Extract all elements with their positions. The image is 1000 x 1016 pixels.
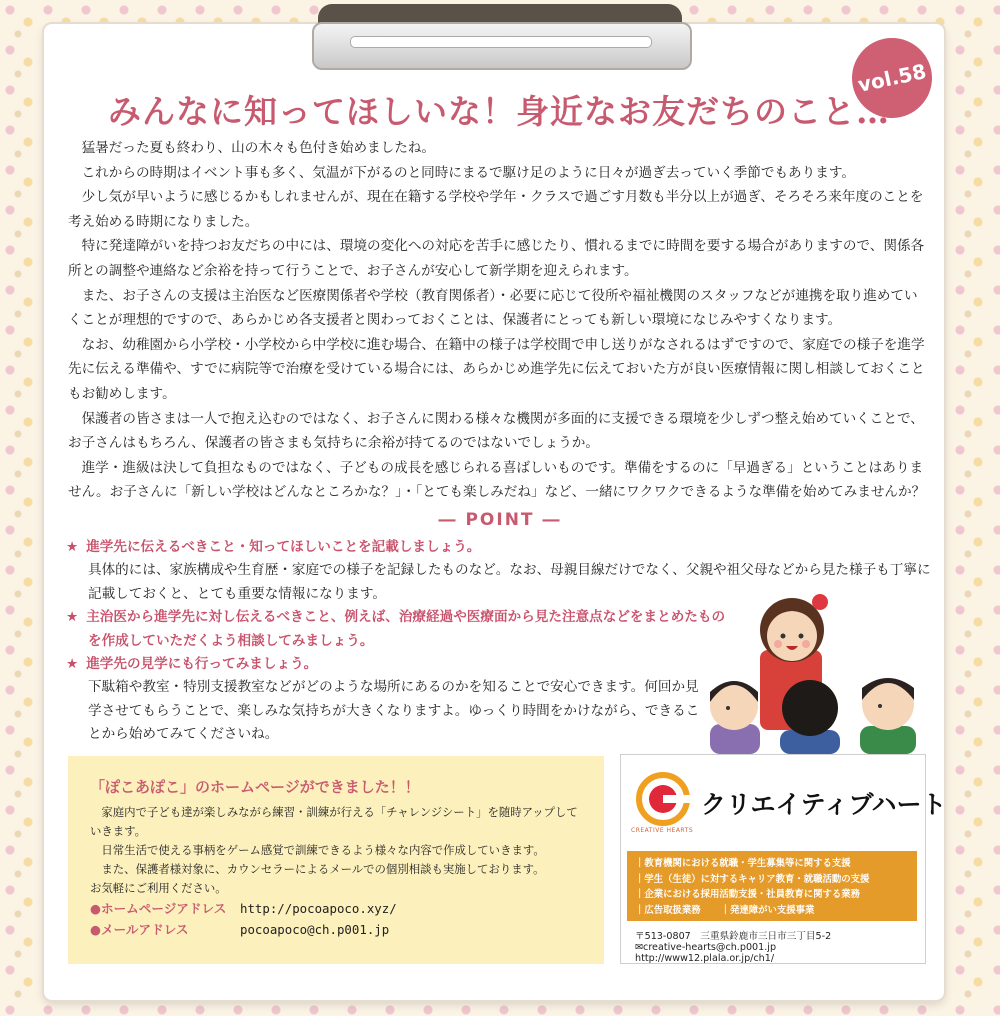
paragraph: 保護者の皆さまは一人で抱え込むのではなく、お子さんに関わる様々な機関が多面的に支援できる環境を少しずつ整え始めていくことで、お子さんはもちろん、保護者の皆さまも気持ちに余裕が持てるのではないでしょうか。 xyxy=(68,410,924,452)
point-item-title: ★ 主治医から進学先に対し伝えるべきこと、例えば、治療経過や医療面から見た注意点などをまとめたものを作成していただくよう相談してみましょう。 xyxy=(66,609,726,649)
company-name: クリエイティブハート xyxy=(701,790,947,819)
homepage-url-label: ●ホームページアドレス xyxy=(90,901,227,916)
children-illustration xyxy=(700,584,930,754)
page-title: みんなに知ってほしいな！身近なお友だちのこと… xyxy=(108,92,890,131)
article-body xyxy=(68,136,928,505)
paragraph: なお、幼稚園から小学校・小学校から中学校に進む場合、在籍中の様子は学校間で申し送りがなされるはずですので、家庭での様子を進学先に伝える準備や、すでに病院等で治療を受けている場合には、あらかじめ進学先に伝えておいた方が良い医療情報に関し相談しておくこともお勧めします。 xyxy=(68,336,925,402)
point-item-desc: 下駄箱や教室・特別支援教室などがどのような場所にあるのかを知ることで安心できます。何回か見学させてもらうことで、楽しみな気持ちが大きくなりますよ。ゆっくり時間をかけながら、できることから始めてみてくださいね。 xyxy=(88,679,700,743)
service-item-row xyxy=(635,903,909,919)
homepage-mail-link[interactable]: pocoapoco@ch.p001.jp xyxy=(240,922,390,937)
company-services xyxy=(627,851,917,921)
service-item: ｜企業における採用活動支援・社員教育に関する業務 xyxy=(635,889,861,900)
star-icon: ★ xyxy=(66,656,79,673)
point-item-title: ★ 進学先に伝えるべきこと・知ってほしいことを記載しましょう。 xyxy=(66,539,481,555)
paragraph: これからの時期はイベント事も多く、気温が下がるのと同時にまるで駆け足のように日々が過ぎ去っていく季節でもあります。 xyxy=(81,164,855,181)
homepage-text: 日常生活で使える事柄をゲーム感覚で訓練できるよう様々な内容で作成していきます。 xyxy=(101,843,545,857)
homepage-url-link[interactable]: http://pocoapoco.xyz/ xyxy=(240,901,397,916)
homepage-text: お気軽にご利用ください。 xyxy=(90,881,227,895)
homepage-url-row xyxy=(90,898,584,919)
service-item: ｜広告取扱業務 xyxy=(635,904,701,916)
homepage-text: また、保護者様対象に、カウンセラーによるメールでの個別相談も実施しております。 xyxy=(101,862,545,876)
company-address: 〒513-0807 三重県鈴鹿市三日市三丁目5-2 xyxy=(635,931,832,942)
paragraph: 猛暑だった夏も終わり、山の木々も色付き始めましたね。 xyxy=(81,140,436,156)
issue-badge: vol.58 xyxy=(845,31,940,126)
company-logo-subtext: CREATIVE HEARTS xyxy=(631,827,694,834)
homepage-title: 「ぽこあぽこ」のホームページができました！！ xyxy=(90,778,420,796)
clip-slot xyxy=(350,36,652,48)
paragraph: 進学・進級は決して負担なものではなく、子どもの成長を感じられる喜ばしいものです。準備をするのに「早過ぎる」ということはありません。お子さんに「新しい学校はどんなところかな？」・「とても楽しみだね」など、一緒にワクワクできるような準備を始めてみませんか？ xyxy=(68,459,926,501)
service-item: ｜発達障がい支援事業 xyxy=(720,904,815,916)
service-item: ｜教育機関における就職・学生募集等に関する支援 xyxy=(635,858,851,869)
star-icon: ★ xyxy=(66,539,79,555)
company-contact xyxy=(635,931,831,964)
service-item: ｜学生（生徒）に対するキャリア教育・就職活動の支援 xyxy=(635,873,870,885)
point-item-title: ★ 進学先の見学にも行ってみましょう。 xyxy=(66,656,318,673)
point-heading: ― POINT ― xyxy=(438,510,562,530)
homepage-text: 家庭内で子ども達が楽しみながら練習・訓練が行える「チャレンジシート」を随時アップしていきます。 xyxy=(90,805,578,838)
company-logo-icon xyxy=(635,769,695,829)
homepage-notice xyxy=(68,756,604,964)
homepage-mail-row xyxy=(90,919,584,940)
paragraph: また、お子さんの支援は主治医など医療関係者や学校（教育関係者）・必要に応じて役所や福祉機関のスタッフなどが連携を取り進めていくことが理想的ですので、あらかじめ各支援者と関わっておくことは、保護者にとっても新しい環境になじみやすくなります。 xyxy=(68,287,918,329)
homepage-mail-label: ●メールアドレス xyxy=(90,922,189,937)
company-email[interactable]: ✉creative-hearts@ch.p001.jp xyxy=(635,942,777,953)
paragraph: 少し気が早いように感じるかもしれませんが、現在在籍する学校や学年・クラスで過ごす月数も半分以上が過ぎ、そろそろ来年度のことを考え始める時期になりました。 xyxy=(68,189,924,230)
point-item-desc: 具体的には、家族構成や生育歴・家庭での様子を記録したものなど。なお、母親目線だけでなく、父親や祖父母などから見た様子も丁寧に記載しておくと、とても重要な情報になります。 xyxy=(88,562,931,602)
company-website[interactable]: http://www12.plala.or.jp/ch1/ xyxy=(635,953,775,964)
star-icon: ★ xyxy=(66,609,79,626)
paragraph: 特に発達障がいを持つお友だちの中には、環境の変化への対応を苦手に感じたり、慣れるまでに時間を要する場合がありますので、関係各所との調整や連絡など余裕を持って行うことで、お子さんが安心して新学期を迎えられます。 xyxy=(68,238,925,279)
company-box xyxy=(620,754,947,964)
